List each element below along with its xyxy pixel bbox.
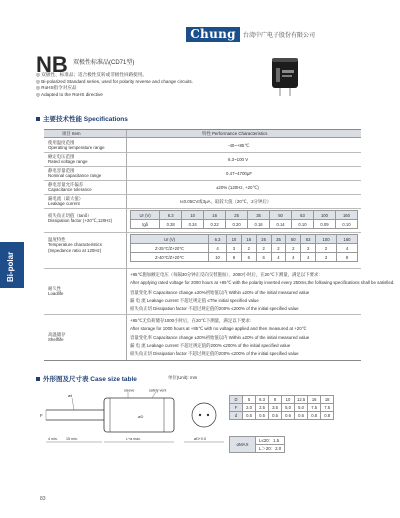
diameter-tol-label: øD+0.5 (194, 437, 206, 441)
table-cell: 50 (270, 211, 292, 220)
table-cell: 5.0 (282, 404, 295, 412)
table-cell: 0.10 (335, 220, 357, 229)
table-cell: 2 (286, 244, 301, 253)
row-label-cn: 额定电压范围 (48, 154, 75, 159)
row-label-en: Loadlife (48, 291, 64, 296)
table-cell: L≤20：1.5 (256, 437, 285, 445)
feature-item: ◎ 双极性、标准品；适合极性反转或非极性回路使用。 (36, 72, 147, 77)
table-cell: 6.3 (209, 235, 227, 244)
table-cell: 5.0 (295, 404, 308, 412)
row-label-en: Operating temperature range (48, 145, 105, 150)
loadlife-line: 损失角正切 Dissipation factor 不超过规定值的200% ≤200% of the initial specified value (130, 306, 299, 311)
shelflife-line: After storage for 1000 hours at +85℃ with no voltage applied and then measured at +20℃ (130, 326, 307, 331)
row-divider (44, 314, 361, 315)
header-item: 项目 Item (62, 131, 81, 136)
table-cell: 63 (301, 235, 316, 244)
row-value: 0.47~4700μF (226, 171, 253, 176)
table-cell: tgδ (131, 220, 160, 229)
table-cell: 10 (209, 253, 227, 262)
page-number: 83 (40, 496, 46, 502)
row-label-en: Shelflife (48, 337, 64, 342)
table-cell: 25 (226, 211, 248, 220)
table-cell: 4 (337, 244, 358, 253)
length-label: L+a max. (126, 437, 141, 441)
feature-list (36, 72, 193, 98)
table-cell: 0.16 (248, 220, 270, 229)
specifications-table (44, 129, 395, 361)
row-divider (44, 208, 361, 209)
table-cell: Ur (V) (131, 235, 209, 244)
table-cell: 0.8 (308, 412, 321, 420)
table-cell: 8 (337, 253, 358, 262)
safety-vent-label: safety vent (149, 388, 167, 393)
case-dimension-drawing (40, 388, 229, 453)
table-cell: 2 (241, 244, 256, 253)
table-cell: L＞20：2.0 (256, 445, 285, 453)
table-cell: 0.6 (282, 412, 295, 420)
loadlife-line: +85℃施加额定电压（每隔30分钟正反向交替施加），2000小时后，在20℃下测量，满足以下要求： (130, 272, 323, 277)
table-cell: 3 (316, 253, 337, 262)
table-cell: 35 (271, 235, 286, 244)
table-cell: 4 (271, 253, 286, 262)
square-bullet-icon (36, 117, 40, 121)
table-cell: 0.24 (182, 220, 204, 229)
min4-label: 4 min. (48, 437, 58, 441)
capacitor-photo (268, 56, 302, 96)
table-cell: 0.5 (256, 412, 269, 420)
feature-item: ◎ RoHS指令对应品 (36, 85, 77, 91)
table-cell: 3 (227, 244, 242, 253)
row-label-en: (Impedance ratio at 120Hz) (48, 248, 102, 253)
table-cell: 35 (248, 211, 270, 220)
table-cell: 6.3 (256, 396, 269, 404)
side-tab-label: Bi-polar (6, 251, 15, 282)
row-label-cn: 使用温度范围 (48, 140, 75, 145)
table-cell: 4 (301, 253, 316, 262)
table-cell: 0.8 (321, 412, 334, 420)
column-divider (126, 130, 127, 360)
table-cell: 0.22 (204, 220, 226, 229)
table-cell: 10 (282, 396, 295, 404)
case-size-heading: 外形图及尺寸表 Case size table (36, 374, 137, 383)
row-label-en: Capacitance tolerance (48, 187, 92, 192)
row-label-cn: 耐久性 (48, 286, 62, 291)
table-cell: 0.28 (160, 220, 182, 229)
table-cell: 2 (316, 244, 337, 253)
table-cell: 2 (271, 244, 286, 253)
sleeve-label: sleeve (124, 388, 135, 393)
feature-item: ◎ Adapted to the RoHS directive (36, 91, 103, 97)
table-cell: 0.10 (292, 220, 314, 229)
shelflife-line: 漏 电 流 Leakage current 不超过规定值的200% ≤200% of the initial specified value (130, 343, 291, 348)
table-cell: 16 (241, 235, 256, 244)
row-label-en: Temperature characteristics (48, 242, 102, 247)
table-cell: 2 (301, 244, 316, 253)
table-cell: 2 (256, 244, 271, 253)
table-cell: 7.5 (321, 404, 334, 412)
table-cell: 6 (241, 253, 256, 262)
feature-item: ◎ Bi-polarized Standard series, used for polarity reverse and change circuits. (36, 78, 193, 84)
header-performance: 特性 Performance Characteristics (202, 131, 268, 136)
table-cell: 160 (335, 211, 357, 220)
table-cell: 8 (227, 253, 242, 262)
loadlife-line: 漏 电 流 Leakage current 不超过规定值 ≤The initial specified value (130, 298, 259, 303)
table-cell: 63 (292, 211, 314, 220)
company-name: 台湾中广电子股份有限公司 (243, 33, 316, 39)
row-divider (44, 152, 361, 153)
row-label-cn: 静电容量范围 (48, 168, 75, 173)
shelflife-line: 损失角正切 Dissipation factor 不超过规定值的200% ≤200% of the initial specified value (130, 351, 299, 356)
row-value: -40~+85℃ (228, 143, 250, 148)
table-cell: 160 (337, 235, 358, 244)
table-cell: 8 (269, 396, 282, 404)
table-cell: αMAX (230, 437, 256, 453)
table-cell: 7.5 (308, 404, 321, 412)
row-label-en: Leakage current (48, 201, 80, 206)
row-divider (44, 166, 361, 167)
square-bullet-icon (36, 377, 40, 381)
table-cell: 100 (316, 235, 337, 244)
row-label-cn: 静电容量允许偏差 (48, 182, 84, 187)
series-code: NB (36, 52, 68, 77)
row-label-en: Nominal capacitance range (48, 173, 102, 178)
table-cell: 2.5 (256, 404, 269, 412)
lead-dia-label: ød (68, 394, 73, 398)
table-cell: d (230, 412, 243, 420)
row-divider (44, 232, 361, 233)
table-cell: 3.5 (269, 404, 282, 412)
f-label: F (40, 413, 43, 418)
table-cell: 100 (313, 211, 335, 220)
table-cell: 5 (243, 396, 256, 404)
series-subtitle: 双极性标准品(CD71型) (73, 60, 135, 66)
table-cell: 4 (286, 253, 301, 262)
table-cell: 6.3 (160, 211, 182, 220)
row-label-en: Rated voltage range (48, 159, 88, 164)
row-value: ±20% (120Hz, +20℃) (216, 185, 259, 190)
row-label-cn: 高温储存 (48, 332, 66, 337)
dissipation-factor-table (130, 210, 358, 229)
table-cell: F (230, 404, 243, 412)
table-cell: 16 (308, 396, 321, 404)
table-cell: 25 (256, 235, 271, 244)
table-cell: Z-25℃/Z+20℃ (131, 244, 209, 253)
table-cell: 0.09 (313, 220, 335, 229)
table-cell: Z-40℃/Z+20℃ (131, 253, 209, 262)
specifications-heading: 主要技术性能 Specifications (36, 114, 128, 123)
unit-label: 单位(Unit): mm (168, 375, 198, 380)
shelflife-line: +85℃无负荷储存1000小时后，在20℃下测量，满足以下要求： (130, 318, 255, 323)
table-cell: 16 (204, 211, 226, 220)
row-label-cn: 温度特性 (48, 237, 66, 242)
side-tab-bipolar (0, 242, 24, 288)
diameter-label: øD (138, 414, 144, 419)
min15-label: 15 min. (66, 437, 78, 441)
row-label-en: Dissipation factor (+20℃,120Hz) (48, 218, 113, 223)
table-cell: 50 (286, 235, 301, 244)
loadlife-line: After applying rated voltage for 2000 hours at +85℃ with the polarity inverted every 250ms,the following specifications shall be satisfied. (130, 280, 395, 285)
table-cell: 0.14 (270, 220, 292, 229)
table-cell: 18 (321, 396, 334, 404)
table-cell: 10 (182, 211, 204, 220)
dimension-table (229, 395, 334, 420)
table-cell: Ur (V) (131, 211, 160, 220)
table-cell: D (230, 396, 243, 404)
temperature-table (130, 234, 358, 262)
table-cell: 4 (209, 244, 227, 253)
row-value: 6.3~100 V (228, 157, 249, 162)
row-label-cn: 损失角正切值（tanδ） (48, 213, 92, 218)
row-value: I≤0.05CV或3μA，取较大值（20℃，2分钟后） (180, 199, 272, 204)
table-cell: 2.0 (243, 404, 256, 412)
row-divider (44, 268, 361, 269)
table-cell: 0.6 (295, 412, 308, 420)
table-cell: 6 (256, 253, 271, 262)
alpha-max-table (229, 436, 285, 453)
company-logo: Chung (186, 27, 240, 42)
table-cell: 0.5 (269, 412, 282, 420)
row-divider (44, 180, 361, 181)
row-divider (44, 194, 361, 195)
row-label-cn: 漏电流（最大值） (48, 196, 84, 201)
table-cell: 12.5 (295, 396, 308, 404)
shelflife-line: 容量变化率 Capacitance change ±20%初始值以内 Within ±20% of the initial measured value (130, 335, 310, 340)
table-cell: 10 (227, 235, 242, 244)
loadlife-line: 容量变化率 Capacitance change ±20%初始值以内 Within ±20% of the initial measured value (130, 290, 310, 295)
table-cell: 0.20 (226, 220, 248, 229)
table-cell: 0.5 (243, 412, 256, 420)
